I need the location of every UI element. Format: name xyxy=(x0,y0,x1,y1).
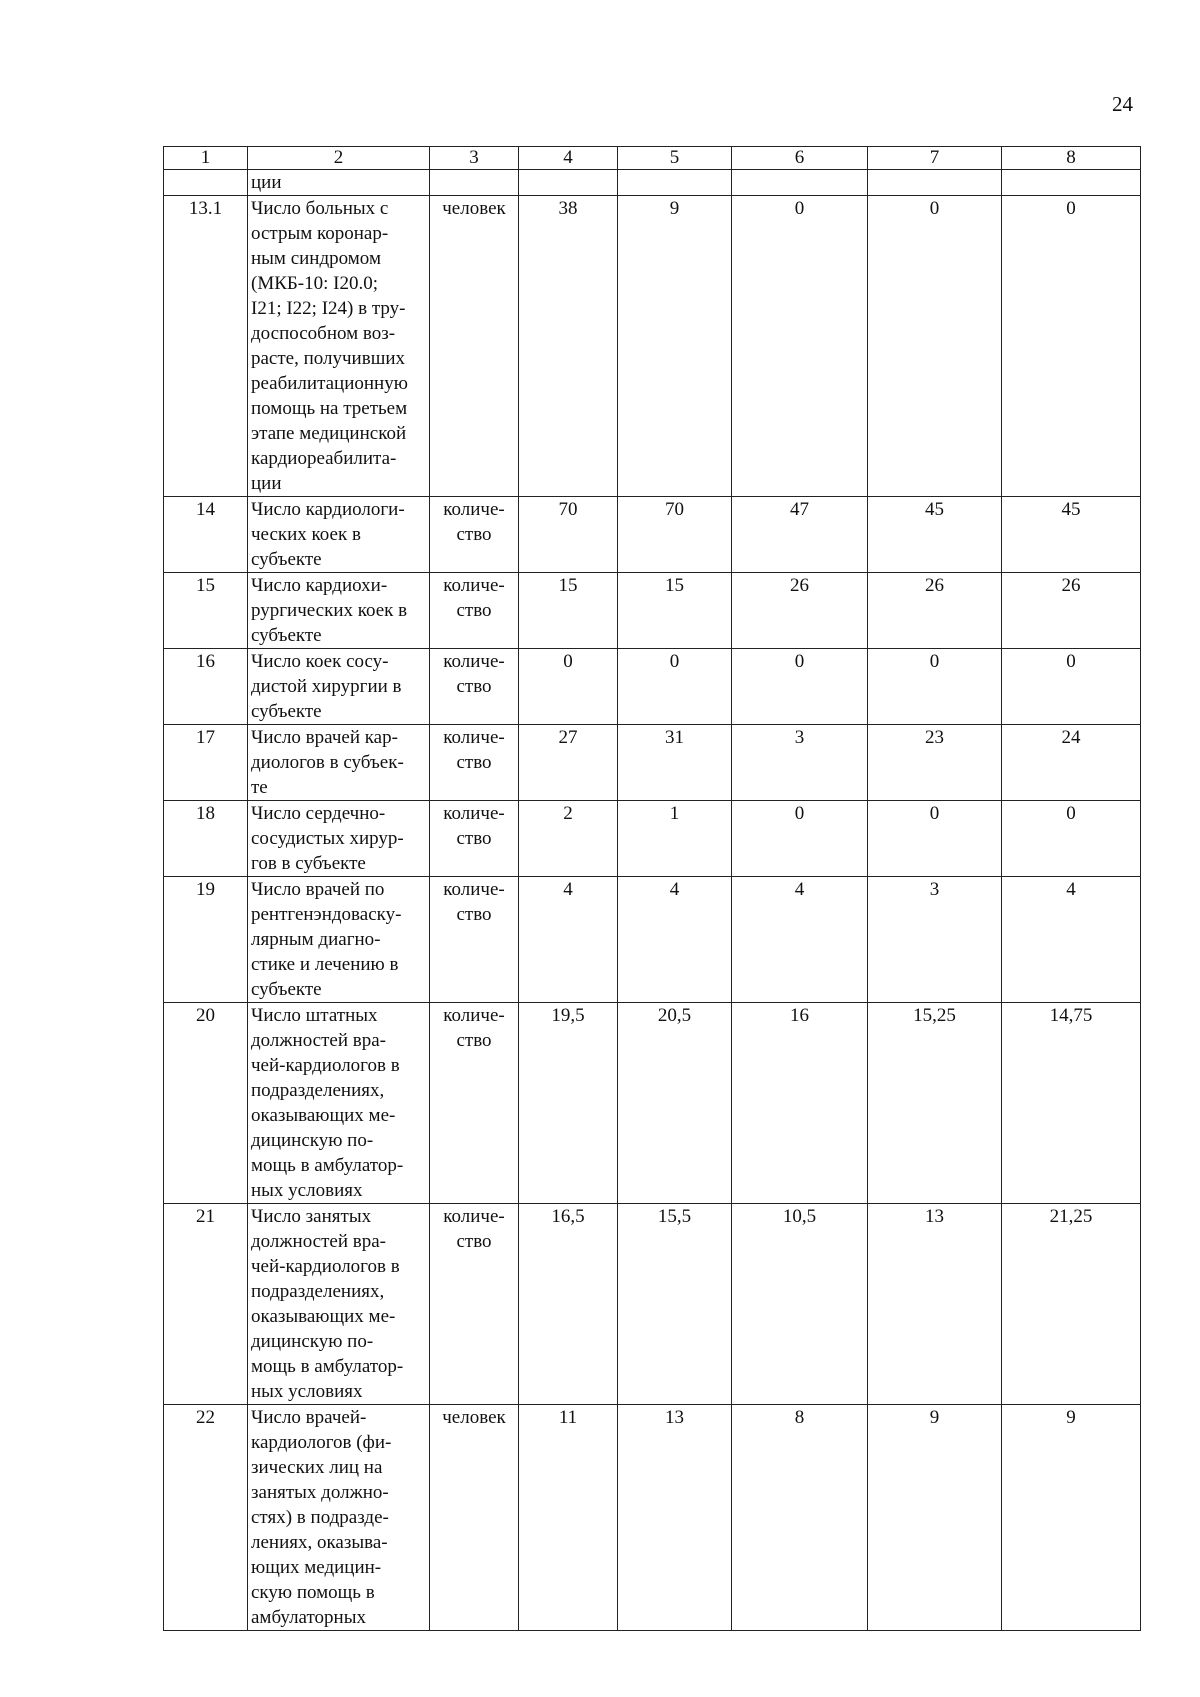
row-description: Число занятых должностей вра- чей-кардиологов в подразделениях, оказывающих ме- дицинскую по- мощь в амбулатор- ных условиях xyxy=(248,1204,430,1405)
row-value: 26 xyxy=(732,573,868,649)
row-value: 4 xyxy=(519,877,618,1003)
table-row xyxy=(164,497,1141,573)
row-value: 11 xyxy=(519,1405,618,1631)
row-value: 31 xyxy=(618,725,732,801)
row-description: ции xyxy=(248,170,430,196)
row-value: 0 xyxy=(1002,649,1141,725)
column-header: 7 xyxy=(868,147,1002,170)
row-value: 19,5 xyxy=(519,1003,618,1204)
row-value: 15 xyxy=(519,573,618,649)
column-header: 6 xyxy=(732,147,868,170)
row-unit: человек xyxy=(430,196,519,497)
row-value: 0 xyxy=(1002,196,1141,497)
row-value: 9 xyxy=(868,1405,1002,1631)
table-row xyxy=(164,1405,1141,1631)
row-value: 9 xyxy=(1002,1405,1141,1631)
row-number: 15 xyxy=(164,573,248,649)
column-header: 5 xyxy=(618,147,732,170)
table-row xyxy=(164,801,1141,877)
column-header: 4 xyxy=(519,147,618,170)
column-header: 1 xyxy=(164,147,248,170)
row-value: 0 xyxy=(732,196,868,497)
row-value xyxy=(519,170,618,196)
row-description: Число врачей- кардиологов (фи- зических лиц на занятых должно- стях) в подразде- лениях, оказыва- ющих медицин- скую помощь в амбулаторных xyxy=(248,1405,430,1631)
row-unit: количе- ство xyxy=(430,497,519,573)
row-number: 19 xyxy=(164,877,248,1003)
column-header: 3 xyxy=(430,147,519,170)
row-value: 21,25 xyxy=(1002,1204,1141,1405)
row-value: 10,5 xyxy=(732,1204,868,1405)
row-number: 14 xyxy=(164,497,248,573)
row-value: 16,5 xyxy=(519,1204,618,1405)
row-value: 8 xyxy=(732,1405,868,1631)
row-value: 13 xyxy=(618,1405,732,1631)
table-row xyxy=(164,649,1141,725)
row-number: 22 xyxy=(164,1405,248,1631)
row-number: 18 xyxy=(164,801,248,877)
row-value: 27 xyxy=(519,725,618,801)
row-value: 23 xyxy=(868,725,1002,801)
row-unit: количе- ство xyxy=(430,1003,519,1204)
row-number: 16 xyxy=(164,649,248,725)
row-number: 21 xyxy=(164,1204,248,1405)
row-unit: количе- ство xyxy=(430,1204,519,1405)
row-value xyxy=(1002,170,1141,196)
table-header-row xyxy=(164,147,1141,170)
table-row xyxy=(164,196,1141,497)
row-unit: человек xyxy=(430,1405,519,1631)
row-value: 0 xyxy=(868,196,1002,497)
row-value: 45 xyxy=(1002,497,1141,573)
row-value xyxy=(868,170,1002,196)
row-value: 0 xyxy=(868,649,1002,725)
row-value: 1 xyxy=(618,801,732,877)
row-unit: количе- ство xyxy=(430,801,519,877)
row-description: Число сердечно- сосудистых хирур- гов в субъекте xyxy=(248,801,430,877)
column-header: 8 xyxy=(1002,147,1141,170)
row-value: 70 xyxy=(618,497,732,573)
table-row xyxy=(164,1204,1141,1405)
row-value: 3 xyxy=(732,725,868,801)
row-value: 0 xyxy=(519,649,618,725)
row-value: 0 xyxy=(1002,801,1141,877)
table-row xyxy=(164,725,1141,801)
row-value xyxy=(618,170,732,196)
row-description: Число кардиохи- рургических коек в субъекте xyxy=(248,573,430,649)
row-value: 26 xyxy=(1002,573,1141,649)
row-value: 24 xyxy=(1002,725,1141,801)
row-value: 70 xyxy=(519,497,618,573)
table-row xyxy=(164,573,1141,649)
row-number xyxy=(164,170,248,196)
table-row xyxy=(164,877,1141,1003)
row-value xyxy=(732,170,868,196)
row-unit: количе- ство xyxy=(430,573,519,649)
row-unit: количе- ство xyxy=(430,725,519,801)
row-value: 13 xyxy=(868,1204,1002,1405)
row-value: 4 xyxy=(618,877,732,1003)
row-value: 26 xyxy=(868,573,1002,649)
row-unit: количе- ство xyxy=(430,649,519,725)
row-value: 45 xyxy=(868,497,1002,573)
row-value: 4 xyxy=(732,877,868,1003)
row-description: Число штатных должностей вра- чей-кардиологов в подразделениях, оказывающих ме- дицинскую по- мощь в амбулатор- ных условиях xyxy=(248,1003,430,1204)
row-value: 4 xyxy=(1002,877,1141,1003)
row-value: 15 xyxy=(618,573,732,649)
row-value: 9 xyxy=(618,196,732,497)
row-value: 16 xyxy=(732,1003,868,1204)
row-value: 20,5 xyxy=(618,1003,732,1204)
row-number: 13.1 xyxy=(164,196,248,497)
row-description: Число кардиологи- ческих коек в субъекте xyxy=(248,497,430,573)
row-number: 20 xyxy=(164,1003,248,1204)
row-description: Число врачей кар- диологов в субъек- те xyxy=(248,725,430,801)
row-value: 0 xyxy=(732,649,868,725)
row-value: 0 xyxy=(732,801,868,877)
row-value: 14,75 xyxy=(1002,1003,1141,1204)
table-row xyxy=(164,1003,1141,1204)
row-value: 47 xyxy=(732,497,868,573)
row-value: 15,25 xyxy=(868,1003,1002,1204)
page-number: 24 xyxy=(1112,92,1133,116)
row-value: 0 xyxy=(618,649,732,725)
row-value: 38 xyxy=(519,196,618,497)
row-unit xyxy=(430,170,519,196)
row-value: 2 xyxy=(519,801,618,877)
row-description: Число больных с острым коронар- ным синдромом (МКБ-10: I20.0; I21; I22; I24) в тру- доспособном воз- расте, получивших реабилитационную помощь на третьем этапе медицинской кардиореабилита- ции xyxy=(248,196,430,497)
row-number: 17 xyxy=(164,725,248,801)
row-description: Число врачей по рентгенэндоваску- лярным диагно- стике и лечению в субъекте xyxy=(248,877,430,1003)
row-unit: количе- ство xyxy=(430,877,519,1003)
row-description: Число коек сосу- дистой хирургии в субъекте xyxy=(248,649,430,725)
row-value: 15,5 xyxy=(618,1204,732,1405)
row-value: 3 xyxy=(868,877,1002,1003)
data-table xyxy=(163,146,1141,1631)
row-value: 0 xyxy=(868,801,1002,877)
table-row xyxy=(164,170,1141,196)
column-header: 2 xyxy=(248,147,430,170)
